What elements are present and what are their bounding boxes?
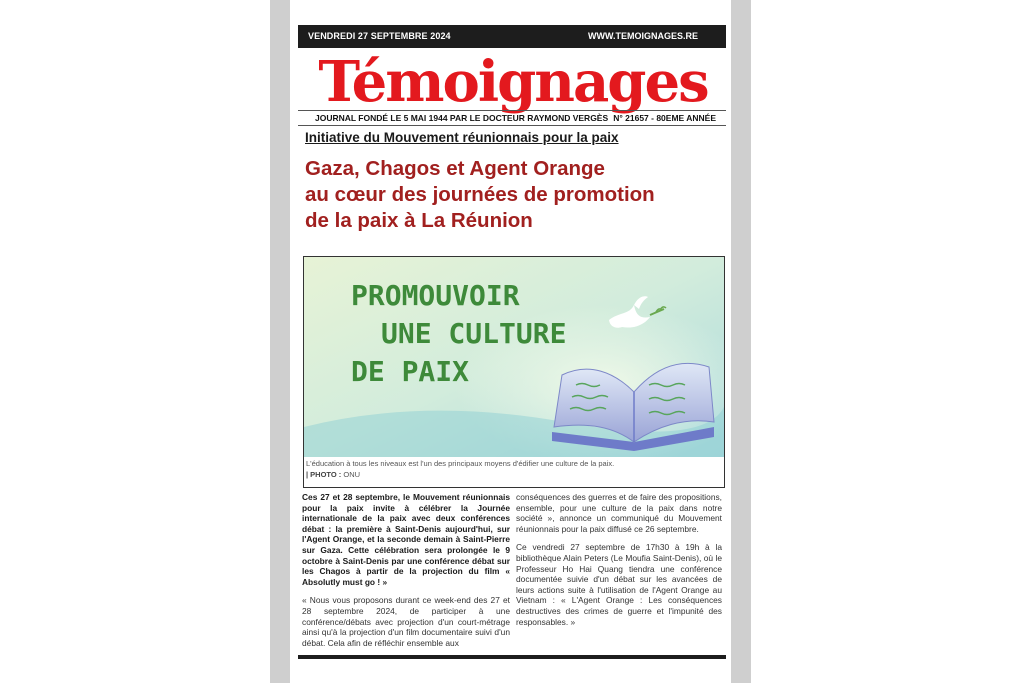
- photo-credit: [306, 470, 360, 479]
- article-column-right: [516, 492, 722, 635]
- article-paragraph-1: « Nous vous proposons durant ce week-end des 27 et 28 septembre 2024, de participer à une conférence/débats avec projection d'un court-métrage ainsi qu'à la projection d'un film documentaire suivi d'un débat. Cela afin de réfléchir ensemble aux: [302, 595, 510, 648]
- newspaper-page: [290, 0, 731, 683]
- masthead-subline: [298, 110, 726, 126]
- issue-number: N° 21657 - 80EME ANNÉE: [613, 113, 716, 123]
- image-slogan-line-2: UNE CULTURE: [381, 317, 567, 350]
- photo-credit-source: ONU: [343, 470, 361, 479]
- top-bar: [298, 25, 726, 48]
- headline-line-3: de la paix à La Réunion: [305, 209, 533, 232]
- left-margin-bar: [270, 0, 290, 683]
- photo-credit-label: | PHOTO :: [306, 470, 342, 479]
- issue-date: VENDREDI 27 SEPTEMBRE 2024: [308, 31, 451, 41]
- headline-line-1: Gaza, Chagos et Agent Orange: [305, 157, 605, 180]
- photo-caption: L'éducation à tous les niveaux est l'un des principaux moyens d'édifier une culture de la paix.: [306, 459, 615, 468]
- website-link[interactable]: WWW.TEMOIGNAGES.RE: [588, 31, 698, 41]
- masthead-title: Témoignages: [318, 49, 708, 115]
- article-headline: [305, 156, 715, 234]
- article-kicker: Initiative du Mouvement réunionnais pour la paix: [305, 130, 619, 145]
- article-photo-frame: [303, 256, 725, 488]
- article-column-left: [302, 492, 510, 656]
- right-margin-bar: [731, 0, 751, 683]
- article-paragraph-3: Ce vendredi 27 septembre de 17h30 à 19h à la bibliothèque Alain Peters (Le Moufia Saint-Denis), où le Professeur Ho Hai Quang tiendra une conférence documentée suivie d'un débat sur les avancées de leurs actions suite à l'utilisation de l'Agent Orange au Vietnam : « L'Agent Orange : Les conséquences destructives des crimes de guerre et l'impunité des responsables. »: [516, 542, 722, 627]
- image-slogan-line-3: DE PAIX: [351, 355, 470, 388]
- article-paragraph-2: conséquences des guerres et de faire des propositions, ensemble, pour une culture de la paix dans notre société », annonce un communiqué du Mouvement réunionnais pour la paix diffusé ce 26 septembre.: [516, 492, 722, 534]
- article-photo: [304, 257, 724, 457]
- bottom-rule: [298, 655, 726, 659]
- article-lead: Ces 27 et 28 septembre, le Mouvement réunionnais pour la paix invite à célébrer la Journée internationale de la paix avec deux conférences débat : la première à Saint-Denis aujourd'hui, sur l'Agent Orange, et la seconde demain à Saint-Pierre sur Gaza. Cette célébration sera prolongée le 9 octobre à Saint-Denis par une conférence débat sur les Chagos à partir de la projection du film « Absolutly must go ! »: [302, 492, 510, 587]
- image-slogan-line-1: PROMOUVOIR: [351, 279, 520, 312]
- headline-line-2: au cœur des journées de promotion: [305, 183, 655, 206]
- founding-note: JOURNAL FONDÉ LE 5 MAI 1944 PAR LE DOCTEUR RAYMOND VERGÈS: [315, 113, 609, 123]
